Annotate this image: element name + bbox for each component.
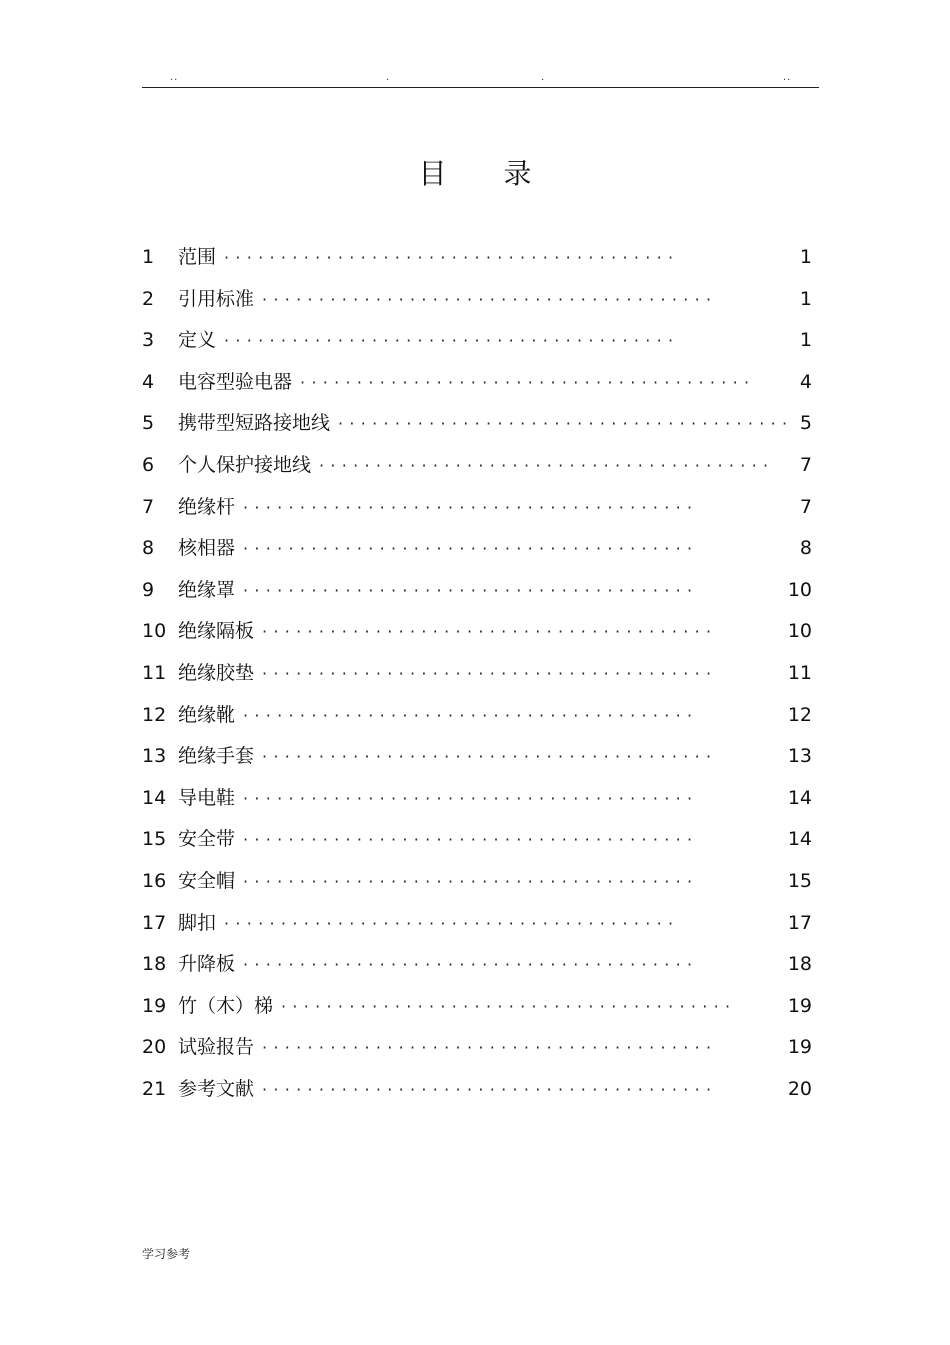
toc-entry-label: 升降板: [178, 953, 236, 976]
toc-entry-label: 绝缘靴: [178, 703, 236, 726]
toc-entry-page: 10: [787, 620, 812, 643]
toc-dot-leader: ········································: [243, 871, 699, 891]
toc-entry[interactable]: [142, 903, 822, 945]
toc-entry[interactable]: [142, 528, 822, 570]
toc-entry-number: 3: [142, 329, 155, 352]
toc-entry-page: 19: [787, 1036, 812, 1059]
toc-entry-page: 15: [787, 869, 812, 892]
toc-entry-page: 14: [787, 786, 812, 809]
toc-entry-page: 1: [799, 287, 812, 310]
toc-dot-leader: ········································: [262, 663, 718, 683]
toc-entry-page: 20: [787, 1077, 812, 1100]
toc-dot-leader: ········································: [243, 705, 699, 725]
toc-entry-page: 8: [799, 537, 812, 560]
toc-entry-page: 13: [787, 745, 812, 768]
toc-entry[interactable]: [142, 986, 822, 1028]
toc-entry[interactable]: [142, 403, 822, 445]
header-mark-1: ..: [170, 72, 179, 83]
toc-entry[interactable]: [142, 653, 822, 695]
toc-entry-page: 10: [787, 578, 812, 601]
toc-entry-number: 13: [142, 745, 167, 768]
toc-dot-leader: ········································: [243, 955, 699, 975]
toc-dot-leader: ········································: [224, 248, 680, 267]
toc-dot-leader: ········································: [243, 580, 699, 600]
toc-entry-label: 导电鞋: [178, 786, 236, 809]
toc-entry-number: 15: [142, 828, 167, 851]
toc-entry-label: 核相器: [178, 537, 236, 560]
toc-entry-number: 6: [142, 453, 155, 476]
toc-entry[interactable]: [142, 861, 822, 903]
toc-entry-label: 竹（木）梯: [178, 994, 274, 1017]
toc-entry-number: 14: [142, 786, 167, 809]
toc-entry-page: 4: [799, 370, 812, 393]
toc-entry[interactable]: [142, 570, 822, 612]
toc-entry[interactable]: [142, 778, 822, 820]
toc-entry-page: 12: [787, 703, 812, 726]
toc-entry-number: 10: [142, 620, 167, 643]
toc-entry[interactable]: [142, 1027, 822, 1069]
toc-entry-page: 1: [799, 246, 812, 268]
page-title: 目 录: [418, 157, 556, 190]
toc-entry-label: 电容型验电器: [178, 370, 293, 393]
toc-entry-number: 2: [142, 287, 155, 310]
toc-entry-number: 1: [142, 246, 155, 268]
toc-entry-label: 携带型短路接地线: [178, 412, 331, 435]
toc-entry-number: 19: [142, 994, 167, 1017]
toc-entry-page: 18: [787, 953, 812, 976]
toc-entry-label: 脚扣: [178, 911, 217, 934]
toc-entry[interactable]: [142, 362, 822, 404]
header-mark-2: .: [386, 72, 391, 83]
toc-entry-number: 18: [142, 953, 167, 976]
toc-entry-page: 17: [787, 911, 812, 934]
toc-dot-leader: ········································: [262, 747, 718, 767]
toc-entry-page: 7: [799, 453, 812, 476]
toc-entry-label: 范围: [178, 246, 217, 268]
toc-entry-label: 个人保护接地线: [178, 453, 312, 476]
toc-entry[interactable]: [142, 445, 822, 487]
toc-entry-number: 17: [142, 911, 167, 934]
toc-dot-leader: ········································: [243, 788, 699, 808]
table-of-contents: [142, 237, 822, 1110]
toc-entry-page: 1: [799, 329, 812, 352]
toc-entry-number: 16: [142, 869, 167, 892]
toc-entry-number: 5: [142, 412, 155, 435]
toc-entry[interactable]: [142, 695, 822, 737]
toc-entry-number: 4: [142, 370, 155, 393]
toc-entry-label: 安全帽: [178, 869, 236, 892]
toc-entry[interactable]: [142, 320, 822, 362]
toc-entry-page: 11: [787, 661, 812, 684]
toc-entry-page: 19: [787, 994, 812, 1017]
toc-dot-leader: ········································: [243, 830, 699, 850]
header-rule: [142, 87, 819, 88]
toc-entry-label: 引用标准: [178, 287, 255, 310]
toc-entry-label: 试验报告: [178, 1036, 255, 1059]
toc-dot-leader: ········································: [281, 996, 737, 1016]
toc-entry-label: 绝缘杆: [178, 495, 236, 518]
toc-entry-label: 绝缘隔板: [178, 620, 255, 643]
toc-dot-leader: ········································: [262, 1038, 718, 1058]
toc-entry[interactable]: [142, 1069, 822, 1111]
toc-dot-leader: ········································: [243, 497, 699, 517]
toc-entry[interactable]: [142, 611, 822, 653]
footer-text: 学习参考: [142, 1247, 191, 1261]
toc-entry-label: 绝缘手套: [178, 745, 255, 768]
toc-entry-page: 14: [787, 828, 812, 851]
toc-entry-page: 7: [799, 495, 812, 518]
toc-entry-label: 绝缘胶垫: [178, 661, 255, 684]
toc-dot-leader: ········································: [300, 372, 756, 392]
toc-entry-number: 8: [142, 537, 155, 560]
toc-dot-leader: ········································: [224, 913, 680, 933]
toc-entry[interactable]: [142, 237, 822, 279]
toc-dot-leader: ········································: [243, 539, 699, 559]
toc-entry-label: 定义: [178, 329, 217, 352]
toc-entry-label: 绝缘罩: [178, 578, 236, 601]
toc-entry-number: 12: [142, 703, 167, 726]
toc-dot-leader: ········································: [224, 331, 680, 351]
toc-entry-label: 参考文献: [178, 1077, 255, 1100]
toc-entry-number: 9: [142, 578, 155, 601]
toc-entry-page: 5: [799, 412, 812, 435]
toc-entry[interactable]: [142, 487, 822, 529]
toc-dot-leader: ········································: [262, 289, 718, 309]
toc-entry-number: 20: [142, 1036, 167, 1059]
toc-entry[interactable]: [142, 736, 822, 778]
toc-entry-number: 11: [142, 661, 167, 684]
toc-entry[interactable]: [142, 819, 822, 861]
toc-entry-number: 7: [142, 495, 155, 518]
toc-entry[interactable]: [142, 944, 822, 986]
header-mark-3: .: [541, 72, 546, 83]
toc-dot-leader: ········································: [262, 622, 718, 642]
toc-dot-leader: ········································: [262, 1079, 718, 1099]
toc-entry[interactable]: [142, 279, 822, 321]
toc-entry-number: 21: [142, 1077, 167, 1100]
header-mark-4: ..: [783, 72, 792, 83]
toc-entry-label: 安全带: [178, 828, 236, 851]
toc-dot-leader: ········································: [338, 414, 794, 434]
toc-dot-leader: ········································: [319, 455, 775, 475]
